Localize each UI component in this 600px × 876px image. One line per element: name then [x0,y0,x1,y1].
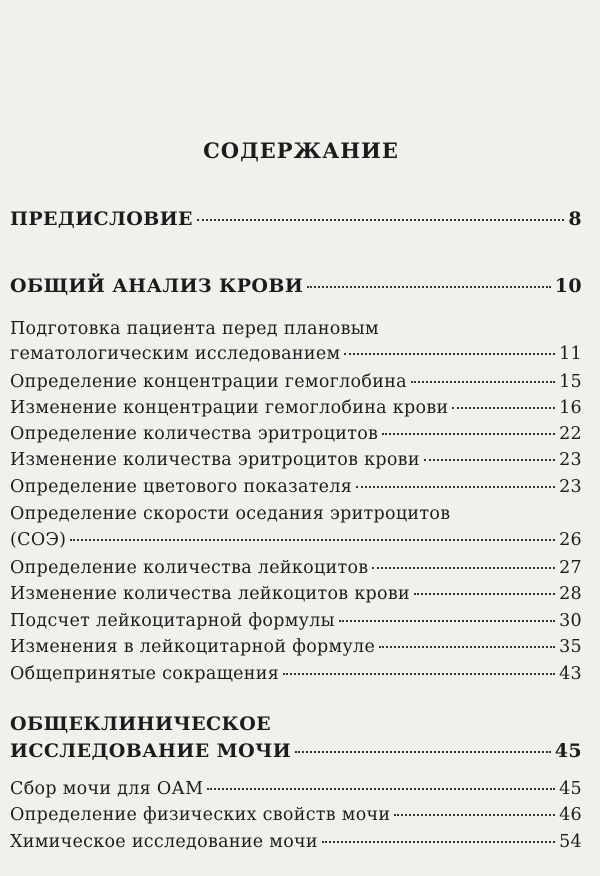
toc-page-number: 22 [559,424,582,444]
toc-item: Изменение количества лейкоцитов крови 28 [10,584,582,604]
dot-leader [197,219,564,221]
toc-page-number: 23 [559,450,582,470]
toc-item: Определение цветового показателя 23 [10,477,582,497]
toc-section-blood-analysis [10,275,582,297]
dot-leader [322,841,555,843]
toc-page-number: 8 [568,208,582,230]
dot-leader [356,486,555,488]
toc-item: Подсчет лейкоцитарной формулы 30 [10,611,582,631]
toc-item: Определение концентрации гемоглобина 15 [10,372,582,392]
dot-leader [379,646,555,648]
dot-leader [307,286,551,288]
toc-item: Определение количества эритроцитов 22 [10,424,582,444]
dot-leader [424,459,555,461]
toc-page-number: 15 [559,372,582,392]
dot-leader [382,433,555,435]
toc-item-continued-text: Определение скорости оседания эритроцитов [10,504,451,524]
page-title: СОДЕРЖАНИЕ [203,138,399,163]
toc-page-number: 43 [559,664,582,684]
toc-page-number: 35 [559,637,582,657]
toc-section-preface [10,208,582,230]
toc-page-number: 10 [554,275,582,297]
toc-item: гематологическим исследованием 11 [10,344,582,364]
toc-item: Изменение концентрации гемоглобина крови 16 [10,398,582,418]
dot-leader [283,673,555,675]
toc-item: Изменение количества эритроцитов крови 23 [10,450,582,470]
dot-leader [411,381,555,383]
toc-section-title: ОБЩИЙ АНАЛИЗ КРОВИ [10,275,304,297]
toc-item: Общепринятые сокращения 43 [10,664,582,684]
table-of-contents [10,0,592,876]
dot-leader [394,814,555,816]
toc-page-number: 45 [559,779,582,799]
toc-section-title: ПРЕДИСЛОВИЕ [10,208,193,230]
toc-item: Определение количества лейкоцитов 27 [10,558,582,578]
dot-leader [372,567,555,569]
toc-section-title: ИССЛЕДОВАНИЕ МОЧИ [10,740,292,762]
toc-section-urinalysis [10,740,582,762]
toc-item: Изменения в лейкоцитарной формуле 35 [10,637,582,657]
toc-page-number: 30 [559,611,582,631]
toc-section-title-line1: ОБЩЕКЛИНИЧЕСКОЕ [10,713,272,735]
dot-leader [414,593,555,595]
toc-page-number: 46 [559,805,582,825]
dot-leader [344,353,555,355]
toc-page-number: 16 [559,398,582,418]
toc-page-number: 26 [559,530,582,550]
toc-page-number: 23 [559,477,582,497]
toc-page-number: 28 [559,584,582,604]
toc-page-number: 54 [559,832,582,852]
toc-page-number: 45 [554,740,582,762]
toc-item: Сбор мочи для ОАМ 45 [10,779,582,799]
toc-item: (СОЭ) 26 [10,530,582,550]
dot-leader [452,407,555,409]
toc-page-number: 27 [559,558,582,578]
dot-leader [70,539,555,541]
dot-leader [207,788,555,790]
toc-item: Химическое исследование мочи 54 [10,832,582,852]
toc-item: Определение физических свойств мочи 46 [10,805,582,825]
dot-leader [339,620,555,622]
toc-item-continued-text: Подготовка пациента перед плановым [10,319,379,339]
toc-page-number: 11 [559,344,582,364]
dot-leader [295,751,551,753]
